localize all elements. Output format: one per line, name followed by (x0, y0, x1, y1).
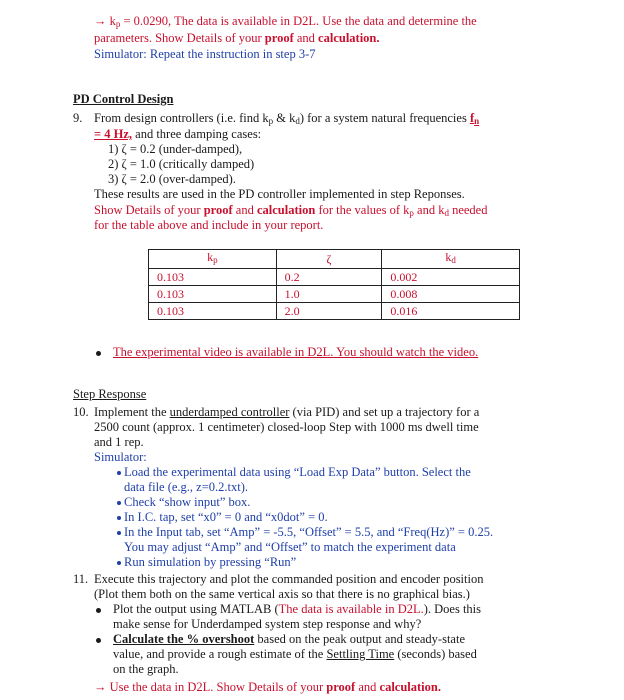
arrow-right-icon: → (94, 14, 107, 28)
arrow-right-icon: → (94, 680, 107, 694)
sim-step-load-1: Load the experimental data using “Load Exp Data” button. Select the (124, 465, 471, 479)
table-row (149, 286, 520, 303)
intro-line-2: parameters. Show Details of your proof and calculation. (94, 31, 380, 45)
table-cell: 1.0 (276, 286, 382, 303)
header-kp: $k_p$ (149, 250, 277, 269)
sim-step-show-input: Check “show input” box. (124, 495, 251, 509)
sim-step-input-2: You may adjust “Amp” and “Offset” to match the experiment data (124, 540, 456, 554)
sim-step-run: Run simulation by pressing “Run” (124, 555, 297, 569)
item11-b1-line-1: Plot the output using MATLAB (The data is available in D2L.). Does this (113, 602, 482, 616)
final-instruction: → Use the data in D2L. Show Details of your proof and calculation. (94, 680, 441, 694)
pd-line-7: Show Details of your proof and calculation for the values of $k_p$ and $k_d$ needed (94, 203, 488, 218)
item11-b2-line-3: on the graph. (113, 662, 179, 676)
sim-step-input-1: In the Input tab, set “Amp” = -5.5, “Offset” = 5.5, and “Freq(Hz)” = 0.25. (124, 525, 494, 539)
bullet-icon (117, 531, 121, 535)
bullet-icon (117, 501, 121, 505)
damping-case-2: 2) ζ = 1.0 (critically damped) (108, 157, 255, 171)
table-cell: 2.0 (276, 303, 382, 320)
item-11-number: 11. (73, 572, 89, 586)
table-header-row (149, 250, 520, 269)
sim-step-ic: In I.C. tap, set “x0” = 0 and “x0dot” = 0. (124, 510, 328, 524)
table-row (149, 303, 520, 320)
item-9-number: 9. (73, 111, 83, 125)
simulator-label: Simulator: (94, 450, 147, 464)
pd-line-1: From design controllers (i.e. find $k_p$ & $k_d$) for a system natural frequencies $f_n$ (94, 111, 480, 126)
pd-line-2: = 4 Hz, and three damping cases: (94, 127, 262, 141)
step-line-2: 2500 count (approx. 1 centimeter) closed-loop Step with 1000 ms dwell time (94, 420, 479, 434)
item11-b2-line-2: value, and provide a rough estimate of the Settling Time (seconds) based (113, 647, 477, 661)
bullet-icon (96, 351, 101, 356)
sim-step-load-2: data file (e.g., z=0.2.txt). (124, 480, 249, 494)
item11-b2-line-1: Calculate the % overshoot based on the peak output and steady-state (113, 632, 465, 646)
bullet-icon (117, 516, 121, 520)
pd-gains-table (148, 249, 520, 320)
bullet-icon (96, 608, 101, 613)
pd-line-8: for the table above and include in your report. (94, 218, 324, 232)
pd-heading: PD Control Design (73, 92, 174, 106)
video-notice: The experimental video is available in D2L. You should watch the video. (113, 345, 479, 359)
damping-case-3: 3) ζ = 2.0 (over-damped). (108, 172, 236, 186)
item11-line-2: (Plot them both on the same vertical axis so that there is no graphical bias.) (94, 587, 470, 601)
intro-simulator: Simulator: Repeat the instruction in step 3-7 (94, 47, 316, 61)
intro-line-1: → $k_p = 0.0290$, The data is available in D2L. Use the data and determine the (94, 14, 477, 29)
header-kd: $k_d$ (382, 250, 520, 269)
table-cell: 0.016 (382, 303, 520, 320)
table-cell: 0.2 (276, 269, 382, 286)
bullet-icon (117, 561, 121, 565)
pd-line-6: These results are used in the PD controller implemented in step Reponses. (94, 187, 465, 201)
item11-b1-line-2: make sense for Underdamped system step response and why? (113, 617, 422, 631)
damping-case-1: 1) ζ = 0.2 (under-damped), (108, 142, 243, 156)
table-cell: 0.103 (149, 303, 277, 320)
step-line-1: Implement the underdamped controller (via PID) and set up a trajectory for a (94, 405, 480, 419)
item11-line-1: Execute this trajectory and plot the commanded position and encoder position (94, 572, 484, 586)
bullet-icon (117, 471, 121, 475)
table-row (149, 269, 520, 286)
step-heading: Step Response (73, 387, 147, 401)
step-line-3: and 1 rep. (94, 435, 144, 449)
table-cell: 0.103 (149, 269, 277, 286)
table-cell: 0.002 (382, 269, 520, 286)
table-cell: 0.008 (382, 286, 520, 303)
bullet-icon (96, 638, 101, 643)
header-zeta: ζ (276, 250, 382, 269)
table-cell: 0.103 (149, 286, 277, 303)
item-10-number: 10. (73, 405, 89, 419)
